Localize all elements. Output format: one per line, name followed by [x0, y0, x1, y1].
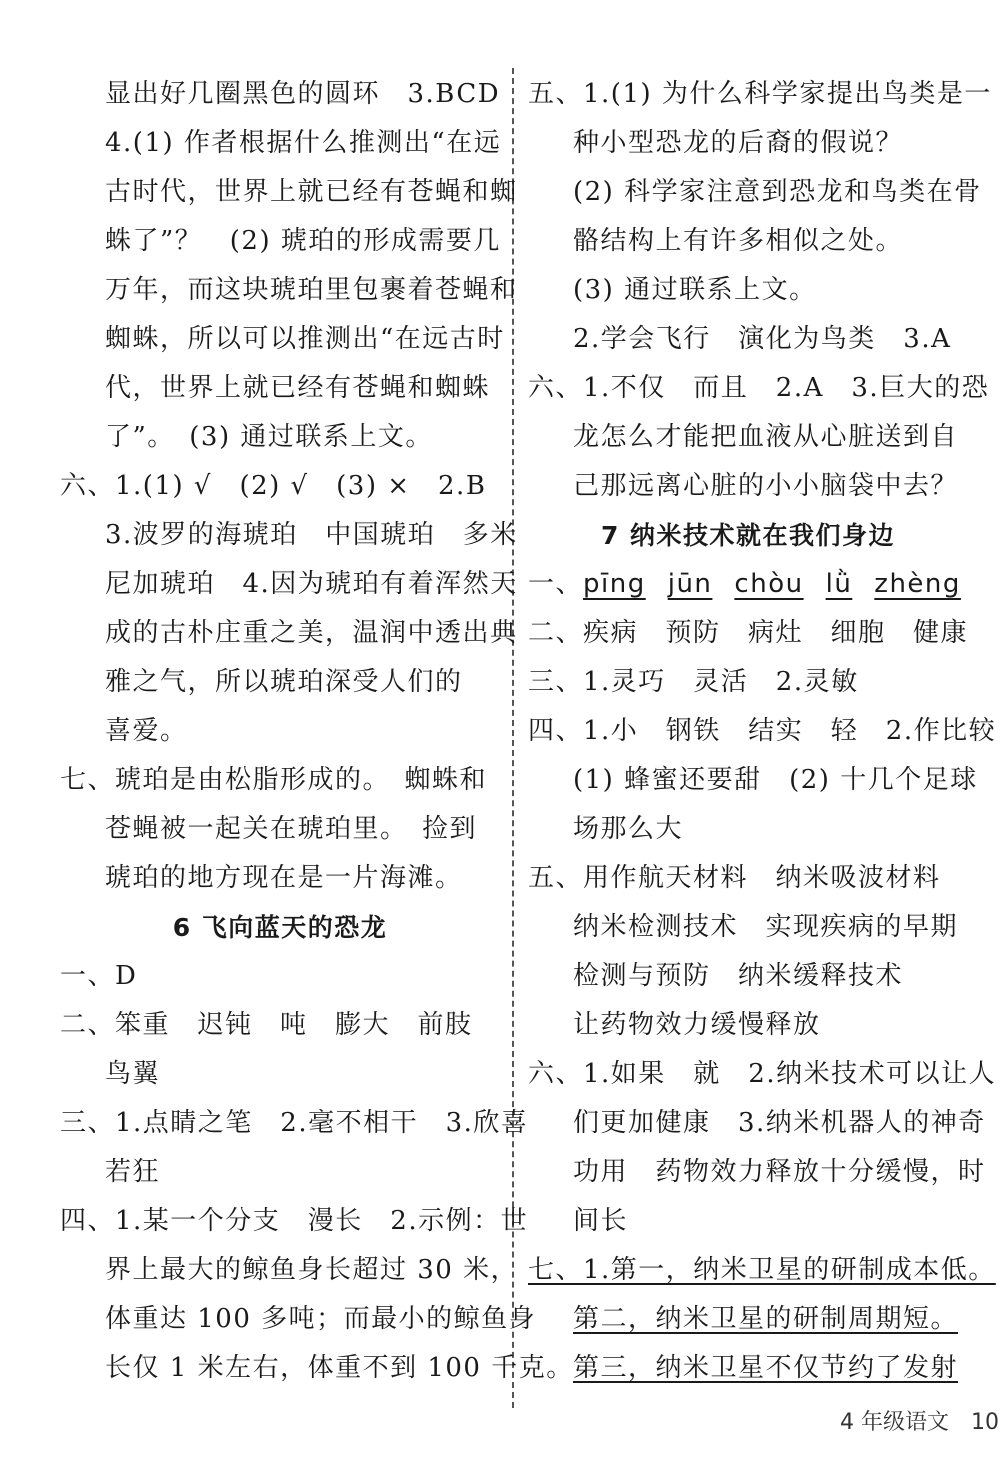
answer-text: 骼结构上有许多相似之处。: [573, 226, 904, 256]
answer-line: [60, 1148, 500, 1197]
pinyin-line: [528, 560, 968, 609]
answer-text: 检测与预防 纳米缓释技术: [573, 961, 904, 991]
pinyin-answer: chòu: [734, 569, 804, 599]
answer-text: 二、笨重 迟钝 吨 膨大 前肢: [60, 1010, 473, 1040]
answer-line: [60, 266, 518, 315]
answer-text: 3.波罗的海琥珀 中国琥珀 多米: [105, 520, 518, 550]
answer-text: 了”。 (3) 通过联系上文。: [105, 422, 433, 452]
answer-text: 体重达 100 多吨；而最小的鲸鱼身: [105, 1304, 537, 1334]
answer-line: [60, 315, 505, 364]
answer-line: [60, 805, 500, 854]
answer-text: 4.(1) 作者根据什么推测出“在远: [105, 128, 502, 158]
item-number: 一、: [528, 569, 584, 599]
answer-line: [60, 707, 500, 756]
answer-line: [60, 609, 518, 658]
answer-text: 万年，而这块琥珀里包裹着苍蝇和: [105, 275, 518, 305]
answer-line: [528, 658, 968, 707]
answer-text: 种小型恐龙的后裔的假说？: [573, 128, 904, 158]
answer-line: [60, 1099, 529, 1148]
answer-text: 界上最大的鲸鱼身长超过 30 米，: [105, 1255, 519, 1285]
answer-text: 四、1.某一个分支 漫长 2.示例：世: [60, 1206, 529, 1236]
answer-text: 六、1.如果 就 2.纳米技术可以让人: [528, 1059, 997, 1089]
answer-line: [60, 217, 500, 266]
answer-text: 让药物效力缓慢释放: [573, 1010, 821, 1040]
answer-text: 五、1.(1) 为什么科学家提出鸟类是一: [528, 79, 992, 109]
answer-line: [60, 952, 500, 1001]
answer-line: [528, 1050, 997, 1099]
answer-line: [528, 364, 990, 413]
answer-line: [60, 511, 518, 560]
answer-line: [528, 756, 978, 805]
answer-text: 雅之气，所以琥珀深受人们的: [105, 667, 463, 697]
pinyin-answer: lǜ: [825, 569, 853, 599]
answer-line: [528, 1246, 996, 1295]
answer-text: 己那远离心脏的小小脑袋中去？: [573, 471, 959, 501]
answer-text: 长仅 1 米左右，体重不到 100 千克。: [105, 1353, 574, 1383]
answer-line: [528, 413, 968, 462]
answer-line: [528, 1001, 968, 1050]
answer-text: 代，世界上就已经有苍蝇和蜘蛛: [105, 373, 491, 403]
answer-line: [528, 1197, 968, 1246]
answer-line: [60, 119, 500, 168]
answer-text: 二、疾病 预防 病灶 细胞 健康: [528, 618, 969, 648]
answer-text: 场那么大: [573, 814, 684, 844]
answer-text: 喜爱。: [105, 716, 188, 746]
answer-text: 琥珀的地方现在是一片海滩。: [105, 863, 463, 893]
answer-line: [528, 1344, 968, 1393]
answer-text: (1) 蜂蜜还要甜 (2) 十几个足球: [573, 765, 978, 795]
answer-text: 成的古朴庄重之美，温润中透出典: [105, 618, 518, 648]
answer-line: [528, 609, 968, 658]
answer-line: [528, 854, 968, 903]
answer-text: 2.学会飞行 演化为鸟类 3.A: [573, 324, 952, 354]
answer-line: [528, 70, 992, 119]
answer-text: 功用 药物效力释放十分缓慢，时: [573, 1157, 986, 1187]
answer-line: [528, 707, 997, 756]
answer-text: 四、1.小 钢铁 结实 轻 2.作比较: [528, 716, 997, 746]
answer-line: [60, 756, 500, 805]
answer-text: 三、1.灵巧 灵活 2.灵敏: [528, 667, 859, 697]
answer-text: 三、1.点睛之笔 2.毫不相干 3.欣喜: [60, 1108, 529, 1138]
answer-text: 显出好几圈黑色的圆环 3.BCD: [105, 79, 501, 109]
answer-text: 古时代，世界上就已经有苍蝇和蜘: [105, 177, 518, 207]
answer-line: [60, 854, 500, 903]
answer-line: [60, 413, 500, 462]
answer-text: 若狂: [105, 1157, 161, 1187]
answer-text: 六、1.不仅 而且 2.A 3.巨大的恐: [528, 373, 990, 403]
answer-text: (3) 通过联系上文。: [573, 275, 817, 305]
answer-line: [60, 1050, 500, 1099]
pinyin-answer: pīng: [583, 569, 646, 599]
answer-line: [528, 903, 968, 952]
answer-line: [528, 119, 968, 168]
answer-text: 七、琥珀是由松脂形成的。 蜘蛛和: [60, 765, 488, 795]
answer-text: 蛛了”？ (2) 琥珀的形成需要几: [105, 226, 501, 256]
answer-text: (2) 科学家注意到恐龙和鸟类在骨: [573, 177, 982, 207]
answer-line: [528, 315, 968, 364]
answer-line: [60, 70, 500, 119]
answer-line: [60, 1001, 500, 1050]
answer-text: 第二，纳米卫星的研制周期短。: [573, 1304, 959, 1334]
answer-text: 第三，纳米卫星不仅节约了发射: [573, 1353, 959, 1383]
pinyin-answer: jūn: [667, 569, 713, 599]
answer-line: [60, 560, 518, 609]
answer-line: [528, 462, 968, 511]
answer-line: [528, 217, 968, 266]
answer-line: [60, 658, 500, 707]
answer-text: 一、D: [60, 961, 138, 991]
answer-text: 们更加健康 3.纳米机器人的神奇: [573, 1108, 986, 1138]
answer-line: [528, 266, 968, 315]
answer-line: [528, 1295, 968, 1344]
answer-text: 鸟翼: [105, 1059, 161, 1089]
answer-text: 龙怎么才能把血液从心脏送到自: [573, 422, 959, 452]
answer-text: 纳米检测技术 实现疾病的早期: [573, 912, 959, 942]
answer-line: [528, 1099, 986, 1148]
answer-line: [528, 952, 968, 1001]
answer-line: [60, 462, 500, 511]
answer-text: 五、用作航天材料 纳米吸波材料: [528, 863, 941, 893]
answer-text: 间长: [573, 1206, 629, 1236]
answer-line: [528, 168, 982, 217]
section-heading: 6 飞向蓝天的恐龙: [172, 913, 388, 942]
answer-line: [60, 1197, 529, 1246]
answer-line: [528, 1148, 986, 1197]
pinyin-answer: zhèng: [874, 569, 961, 599]
section-heading: 7 纳米技术就在我们身边: [600, 521, 896, 550]
answer-text: 苍蝇被一起关在琥珀里。 捡到: [105, 814, 478, 844]
page-footer: 4 年级语文 10: [840, 1410, 999, 1435]
answer-line: [528, 805, 968, 854]
answer-line: [60, 168, 518, 217]
right-column: [528, 70, 997, 1393]
answer-line: [60, 364, 500, 413]
answer-line: [60, 1344, 574, 1393]
answer-text: 七、1.第一，纳米卫星的研制成本低。: [528, 1255, 996, 1285]
left-column: [60, 70, 574, 1393]
answer-text: 蜘蛛，所以可以推测出“在远古时: [105, 324, 505, 354]
answer-line: [60, 1295, 537, 1344]
answer-line: [60, 1246, 519, 1295]
answer-text: 尼加琥珀 4.因为琥珀有着浑然天: [105, 569, 518, 599]
answer-text: 六、1.(1) √ (2) √ (3) × 2.B: [60, 471, 487, 501]
